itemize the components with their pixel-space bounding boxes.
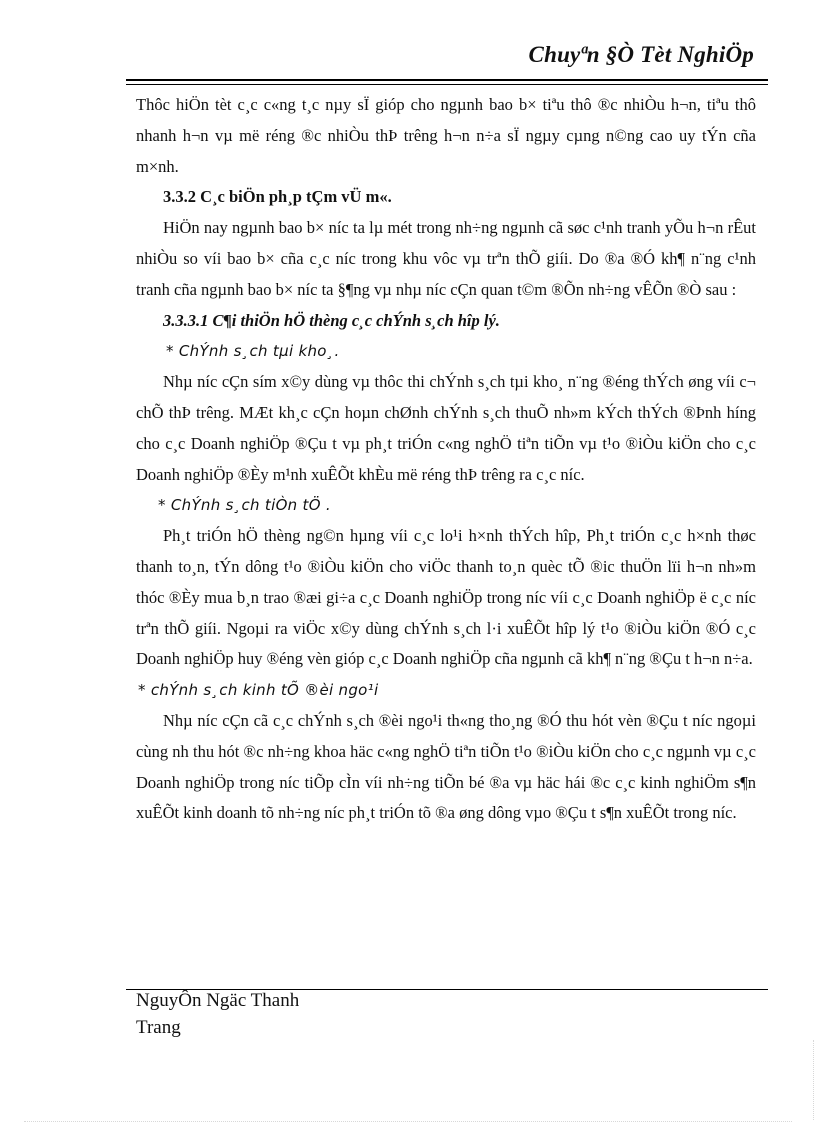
header-rule-thick	[126, 79, 768, 81]
footer-author-name-cont: Trang	[136, 1017, 181, 1038]
subheading-foreign-policy: * chÝnh s¸ch kinh tÕ ®èi ngo¹i	[138, 681, 379, 700]
footer-author	[136, 987, 336, 1041]
paragraph-industry-overview: HiÖn nay ngµnh bao b× níc ta lµ mét trong nh÷ng ngµnh cã søc c¹nh tranh yÕu h¬n rÊut nhiÒu so víi bao b× cña c¸c níc trong khu vôc vµ trªn thÕ giíi. Do ®a ®Ó kh¶ n¨ng c¹nh tranh cña ngµnh bao b× níc ta §¶ng vµ nhµ níc cÇn quan t©m ®Õn nh÷ng vÊÕn ®Ò sau :	[136, 218, 756, 299]
header-rule-thin	[126, 84, 768, 85]
section-heading-3-3-3-1: 3.3.3.1 C¶i thiÖn hÖ thèng c¸c chÝnh s¸ch hîp lý.	[163, 310, 500, 330]
page-border-bottom	[24, 1121, 792, 1122]
document-header-title: Chuyªn §Ò Tèt NghiÖp	[528, 42, 754, 67]
subheading-monetary-policy: * ChÝnh s¸ch tiÒn tÖ .	[158, 496, 331, 515]
paragraph-foreign-policy: Nhµ níc cÇn cã c¸c chÝnh s¸ch ®èi ngo¹i th«ng tho¸ng ®Ó thu hót vèn ®Çu t níc ngoµi cùng nh thu hót ®c nh÷ng khoa häc c«ng nghÖ tiªn tiÕn t¹o ®iÒu kiÖn cho c¸c ngµnh vµ c¸c Doanh nghiÖp trong níc tiÕp cÌn víi nh÷ng tiÕn bé ®a vµ häc hái ®c c¸c kinh nghiÖm s¶n xuÊÕt kinh doanh tõ nh÷ng níc ph¸t triÓn tõ ®a øng dông vµo ®Çu t s¶n xuÊÕt trong níc.	[136, 710, 756, 823]
subheading-fiscal-policy: * ChÝnh s¸ch tµi kho¸.	[166, 342, 340, 361]
section-heading-3-3-2: 3.3.2 C¸c biÖn ph¸p tÇm vÜ m«.	[163, 187, 392, 207]
paragraph-fiscal-policy: Nhµ níc cÇn sím x©y dùng vµ thôc thi chÝnh s¸ch tµi kho¸ n¨ng ®éng thÝch øng víi c¬ chÕ thÞ trêng. MÆt kh¸c cÇn hoµn chØnh chÝnh s¸ch thuÕ nh»m kÝch thÝch ®Þnh híng cho c¸c Doanh nghiÖp ®Çu t vµ ph¸t triÓn c«ng nghÖ tiªn tiÕn vµ t¹o ®iÒu kiÖn cho c¸c Doanh nghiÖp ®Èy m¹nh xuÊÕt khÈu më réng thÞ trêng ra c¸c níc.	[136, 372, 756, 484]
document-body	[136, 90, 756, 829]
page-border-right	[813, 1040, 814, 1120]
paragraph-monetary-policy: Ph¸t triÓn hÖ thèng ng©n hµng víi c¸c lo¹i h×nh thÝch hîp, Ph¸t triÓn c¸c h×nh thøc thanh to¸n, tÝn dông t¹o ®iÒu kiÖn cho viÖc thanh to¸n quèc tÕ ®ic thuÖn lïi h¬n nh»m thóc ®Èy mua b¸n trao ®æi gi÷a c¸c Doanh nghiÖp trong níc víi c¸c Doanh nghiÖp ë c¸c níc trªn thÕ giíi. Ngoµi ra viÖc x©y dùng chÝnh s¸ch l·i xuÊÕt hîp lý t¹o ®iÒu kiÖn ®Ó c¸c Doanh nghiÖp huy ®éng vèn gióp c¸c Doanh nghiÖp cña ngµnh cã kh¶ n¨ng ®Çu t h¬n n÷a.	[136, 526, 756, 669]
paragraph-intro: Thôc hiÖn tèt c¸c c«ng t¸c nµy sÏ gióp cho ngµnh bao b× tiªu thô ®c nhiÒu h¬n, tiªu thô nhanh h¬n vµ më réng ®c nhiÒu thÞ trêng h¬n n÷a sÏ ngµy cµng n©ng cao uy tÝn cña m×nh.	[136, 95, 756, 176]
footer-author-name: NguyÔn Ngäc Thanh	[136, 990, 300, 1011]
